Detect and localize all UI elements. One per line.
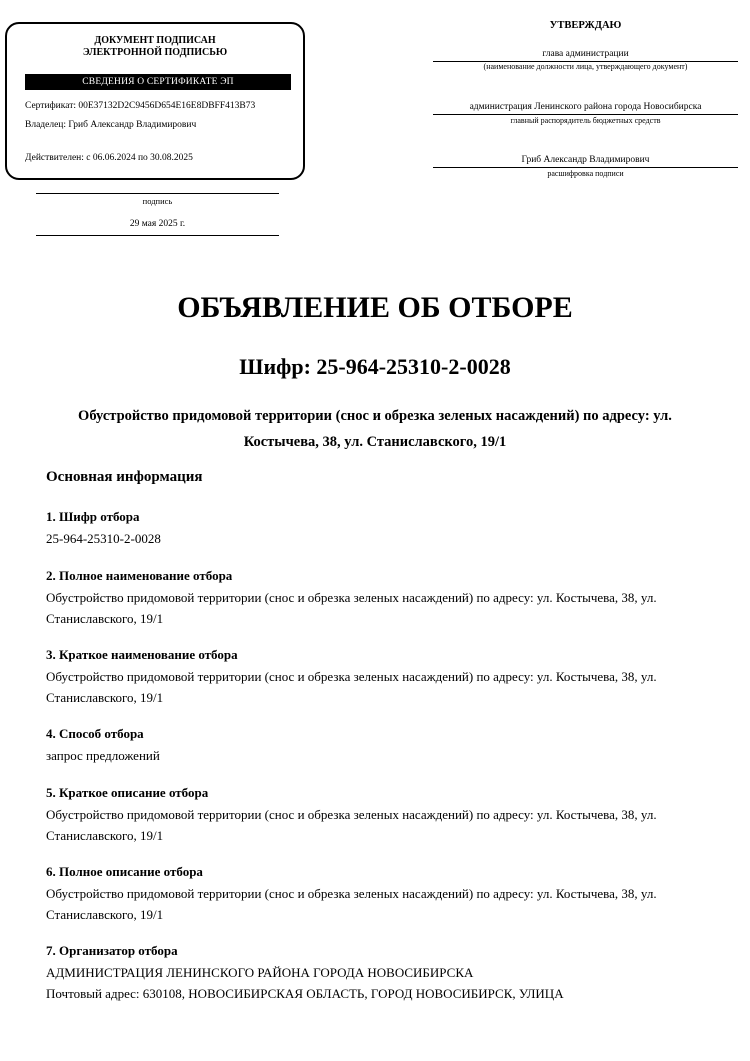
field-cipher bbox=[46, 507, 706, 549]
organization-line bbox=[433, 114, 738, 115]
certificate-owner: Владелец: Гриб Александр Владимирович bbox=[25, 120, 197, 130]
field-value: запрос предложений bbox=[46, 748, 160, 763]
field-value: Обустройство придомовой территории (снос и обрезка зеленых насаждений) по адресу: ул. Костычева, 38, ул. Станиславского, 19/1 bbox=[46, 807, 657, 843]
certificate-validity: Действителен: с 06.06.2024 по 30.08.2025 bbox=[25, 153, 193, 163]
stamp-title-line1: ДОКУМЕНТ ПОДПИСАН bbox=[94, 35, 216, 46]
field-label: 5. Краткое описание отбора bbox=[46, 785, 209, 800]
postal-address: Почтовый адрес: 630108, НОВОСИБИРСКАЯ ОБЛАСТЬ, ГОРОД НОВОСИБИРСК, УЛИЦА bbox=[46, 986, 564, 1001]
signature-stamp bbox=[5, 22, 305, 180]
stamp-title bbox=[7, 35, 303, 59]
signature-date: 29 мая 2025 г. bbox=[129, 219, 186, 229]
organization-caption: главный распорядитель бюджетных средств bbox=[510, 116, 661, 125]
selection-cipher: Шифр: 25-964-25310-2-0028 bbox=[239, 354, 511, 379]
field-short-name bbox=[46, 645, 706, 708]
signature-line bbox=[36, 193, 279, 194]
field-value: Обустройство придомовой территории (снос и обрезка зеленых насаждений) по адресу: ул. Костычева, 38, ул. Станиславского, 19/1 bbox=[46, 886, 657, 922]
field-label: 6. Полное описание отбора bbox=[46, 864, 203, 879]
field-label: 2. Полное наименование отбора bbox=[46, 568, 233, 583]
field-value: Обустройство придомовой территории (снос и обрезка зеленых насаждений) по адресу: ул. Костычева, 38, ул. Станиславского, 19/1 bbox=[46, 669, 657, 705]
field-label: 3. Краткое наименование отбора bbox=[46, 647, 238, 662]
signer-line bbox=[433, 167, 738, 168]
stamp-title-line2: ЭЛЕКТРОННОЙ ПОДПИСЬЮ bbox=[82, 47, 228, 58]
field-value: 25-964-25310-2-0028 bbox=[46, 531, 161, 546]
certificate-header: СВЕДЕНИЯ О СЕРТИФИКАТЕ ЭП bbox=[25, 74, 291, 90]
field-value: АДМИНИСТРАЦИЯ ЛЕНИНСКОГО РАЙОНА ГОРОДА НОВОСИБИРСКА bbox=[46, 965, 474, 980]
selection-subject: Обустройство придомовой территории (снос и обрезка зеленых насаждений) по адресу: ул. Костычева, 38, ул. Станиславского, 19/1 bbox=[78, 408, 672, 450]
signer-caption: расшифровка подписи bbox=[547, 169, 624, 178]
field-label: 7. Организатор отбора bbox=[46, 943, 178, 958]
section-title: Основная информация bbox=[46, 469, 203, 485]
field-organizer bbox=[46, 941, 706, 1004]
field-label: 4. Способ отбора bbox=[46, 726, 144, 741]
approval-header: УТВЕРЖДАЮ bbox=[549, 20, 622, 31]
certificate-number: Сертификат: 00E37132D2C9456D654E16E8DBFF413B73 bbox=[25, 101, 256, 111]
field-method bbox=[46, 724, 706, 766]
date-line bbox=[36, 235, 279, 236]
approver-name: Гриб Александр Владимирович bbox=[521, 155, 650, 165]
field-short-description bbox=[46, 783, 706, 846]
field-label: 1. Шифр отбора bbox=[46, 509, 140, 524]
field-full-description bbox=[46, 862, 706, 925]
approver-organization: администрация Ленинского района города Новосибирска bbox=[469, 102, 702, 112]
position-caption: (наименование должности лица, утверждающего документ) bbox=[483, 62, 688, 71]
field-full-name bbox=[46, 566, 706, 629]
approver-position: глава администрации bbox=[542, 49, 629, 59]
signature-caption: подпись bbox=[142, 196, 173, 206]
page-title: ОБЪЯВЛЕНИЕ ОБ ОТБОРЕ bbox=[177, 291, 573, 324]
field-value: Обустройство придомовой территории (снос и обрезка зеленых насаждений) по адресу: ул. Костычева, 38, ул. Станиславского, 19/1 bbox=[46, 590, 657, 626]
